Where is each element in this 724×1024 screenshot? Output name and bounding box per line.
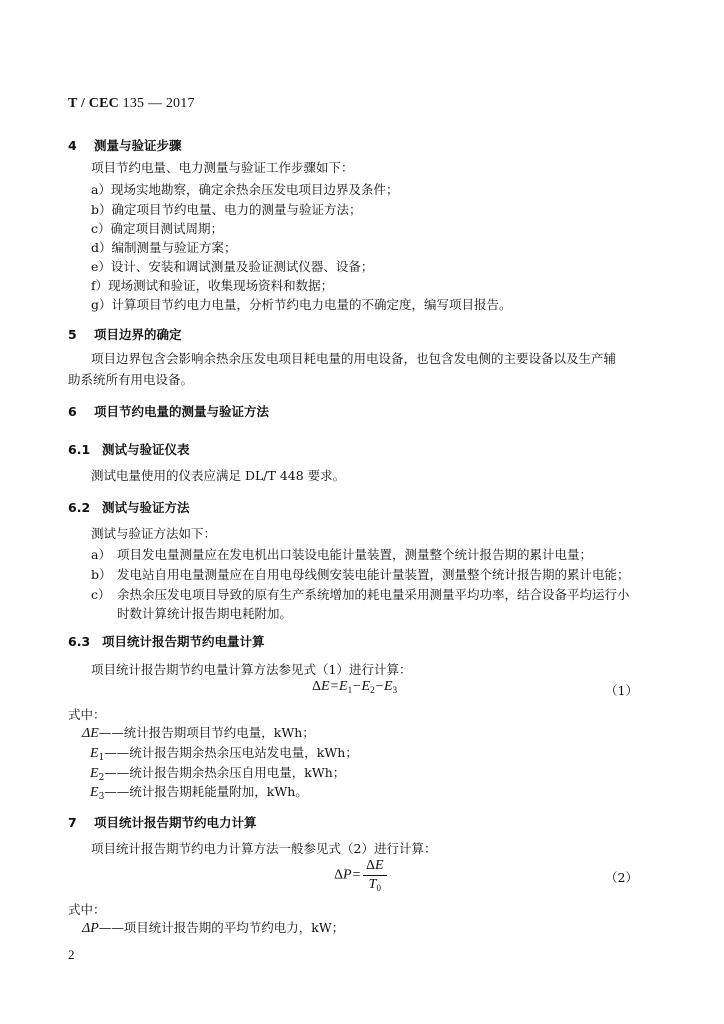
section-6-3-intro: 项目统计报告期节约电量计算方法参见式（1）进行计算： [91,662,412,677]
definition-e2: $E_2——$统计报告期余热余压自用电量，kWh； [90,765,346,783]
section-4-intro: 项目节约电量、电力测量与验证工作步骤如下： [91,160,354,175]
section-6-heading: 6 项目节约电量的测量与验证方法 [68,404,270,419]
definition-e3: $E_3——$统计报告期耗能量附加，kWh。 [90,784,308,802]
section-4-item-b: b）确定项目节约电量、电力的测量与验证方法； [91,202,362,217]
section-5-line-2: 助系统所有用电设备。 [68,372,194,387]
section-4-item-f: f）现场测试和验证，收集现场资料和数据； [91,278,334,293]
section-7-where: 式中： [68,902,106,917]
section-4-item-d: d）编制测量与验证方案； [91,240,237,255]
equation-2: ΔP= $\frac{\Delta E}{T_0}$ [334,858,387,893]
section-4-item-a: a）现场实地勘察，确定余热余压发电项目边界及条件； [91,182,399,197]
standard-code-header: T / CEC 135 — 2017 [68,96,195,111]
section-6-1-text: 测试电量使用的仪表应满足 DL/T 448 要求。 [91,468,346,483]
definition-delta-p: ΔP——项目统计报告期的平均节约电力，kW； [82,920,345,936]
section-7-heading: 7 项目统计报告期节约电力计算 [68,815,257,830]
section-5-heading: 5 项目边界的确定 [68,327,182,342]
definition-e1: $E_1——$统计报告期余热余压电站发电量，kWh； [90,745,358,763]
page-number: 2 [68,947,75,962]
equation-2-number: （2） [605,870,638,885]
section-4-item-c: c）确定项目测试周期； [91,221,224,236]
definition-delta-e: ΔE——统计报告期项目节约电量，kWh； [82,725,315,741]
section-6-3-where: 式中： [68,707,106,722]
section-5-line-1: 项目边界包含会影响余热余压发电项目耗电量的用电设备，也包含发电侧的主要设备以及生产辅 [91,351,617,366]
equation-1: $\Delta E=E_1-E_2-E_3$ [312,679,398,695]
section-6-3-heading: 6.3 项目统计报告期节约电量计算 [68,634,265,649]
section-6-2-item-b: b） 发电站自用电量测量应在自用电母线侧安装电能计量装置，测量整个统计报告期的累计电能； [91,567,630,582]
section-4-item-g: g）计算项目节约电力电量，分析节约电力电量的不确定度，编写项目报告。 [91,297,512,312]
section-4-item-e: e）设计、安装和调试测量及验证测试仪器、设备； [91,259,374,274]
section-6-2-intro: 测试与验证方法如下： [91,526,217,541]
section-6-2-item-c: c） 余热余压发电项目导致的原有生产系统增加的耗电量采用测量平均功率，结合设备平均运行小 [91,587,630,602]
section-6-2-heading: 6.2 测试与验证方法 [68,500,190,515]
section-6-1-heading: 6.1 测试与验证仪表 [68,442,190,457]
equation-1-number: （1） [605,683,638,698]
section-6-2-item-c-continued: 时数计算统计报告期电耗附加。 [117,606,293,621]
section-4-heading: 4 测量与验证步骤 [68,138,182,153]
section-6-2-item-a: a） 项目发电量测量应在发电机出口装设电能计量装置，测量整个统计报告期的累计电量； [91,547,593,562]
section-7-intro: 项目统计报告期节约电力计算方法一般参见式（2）进行计算： [91,841,437,856]
